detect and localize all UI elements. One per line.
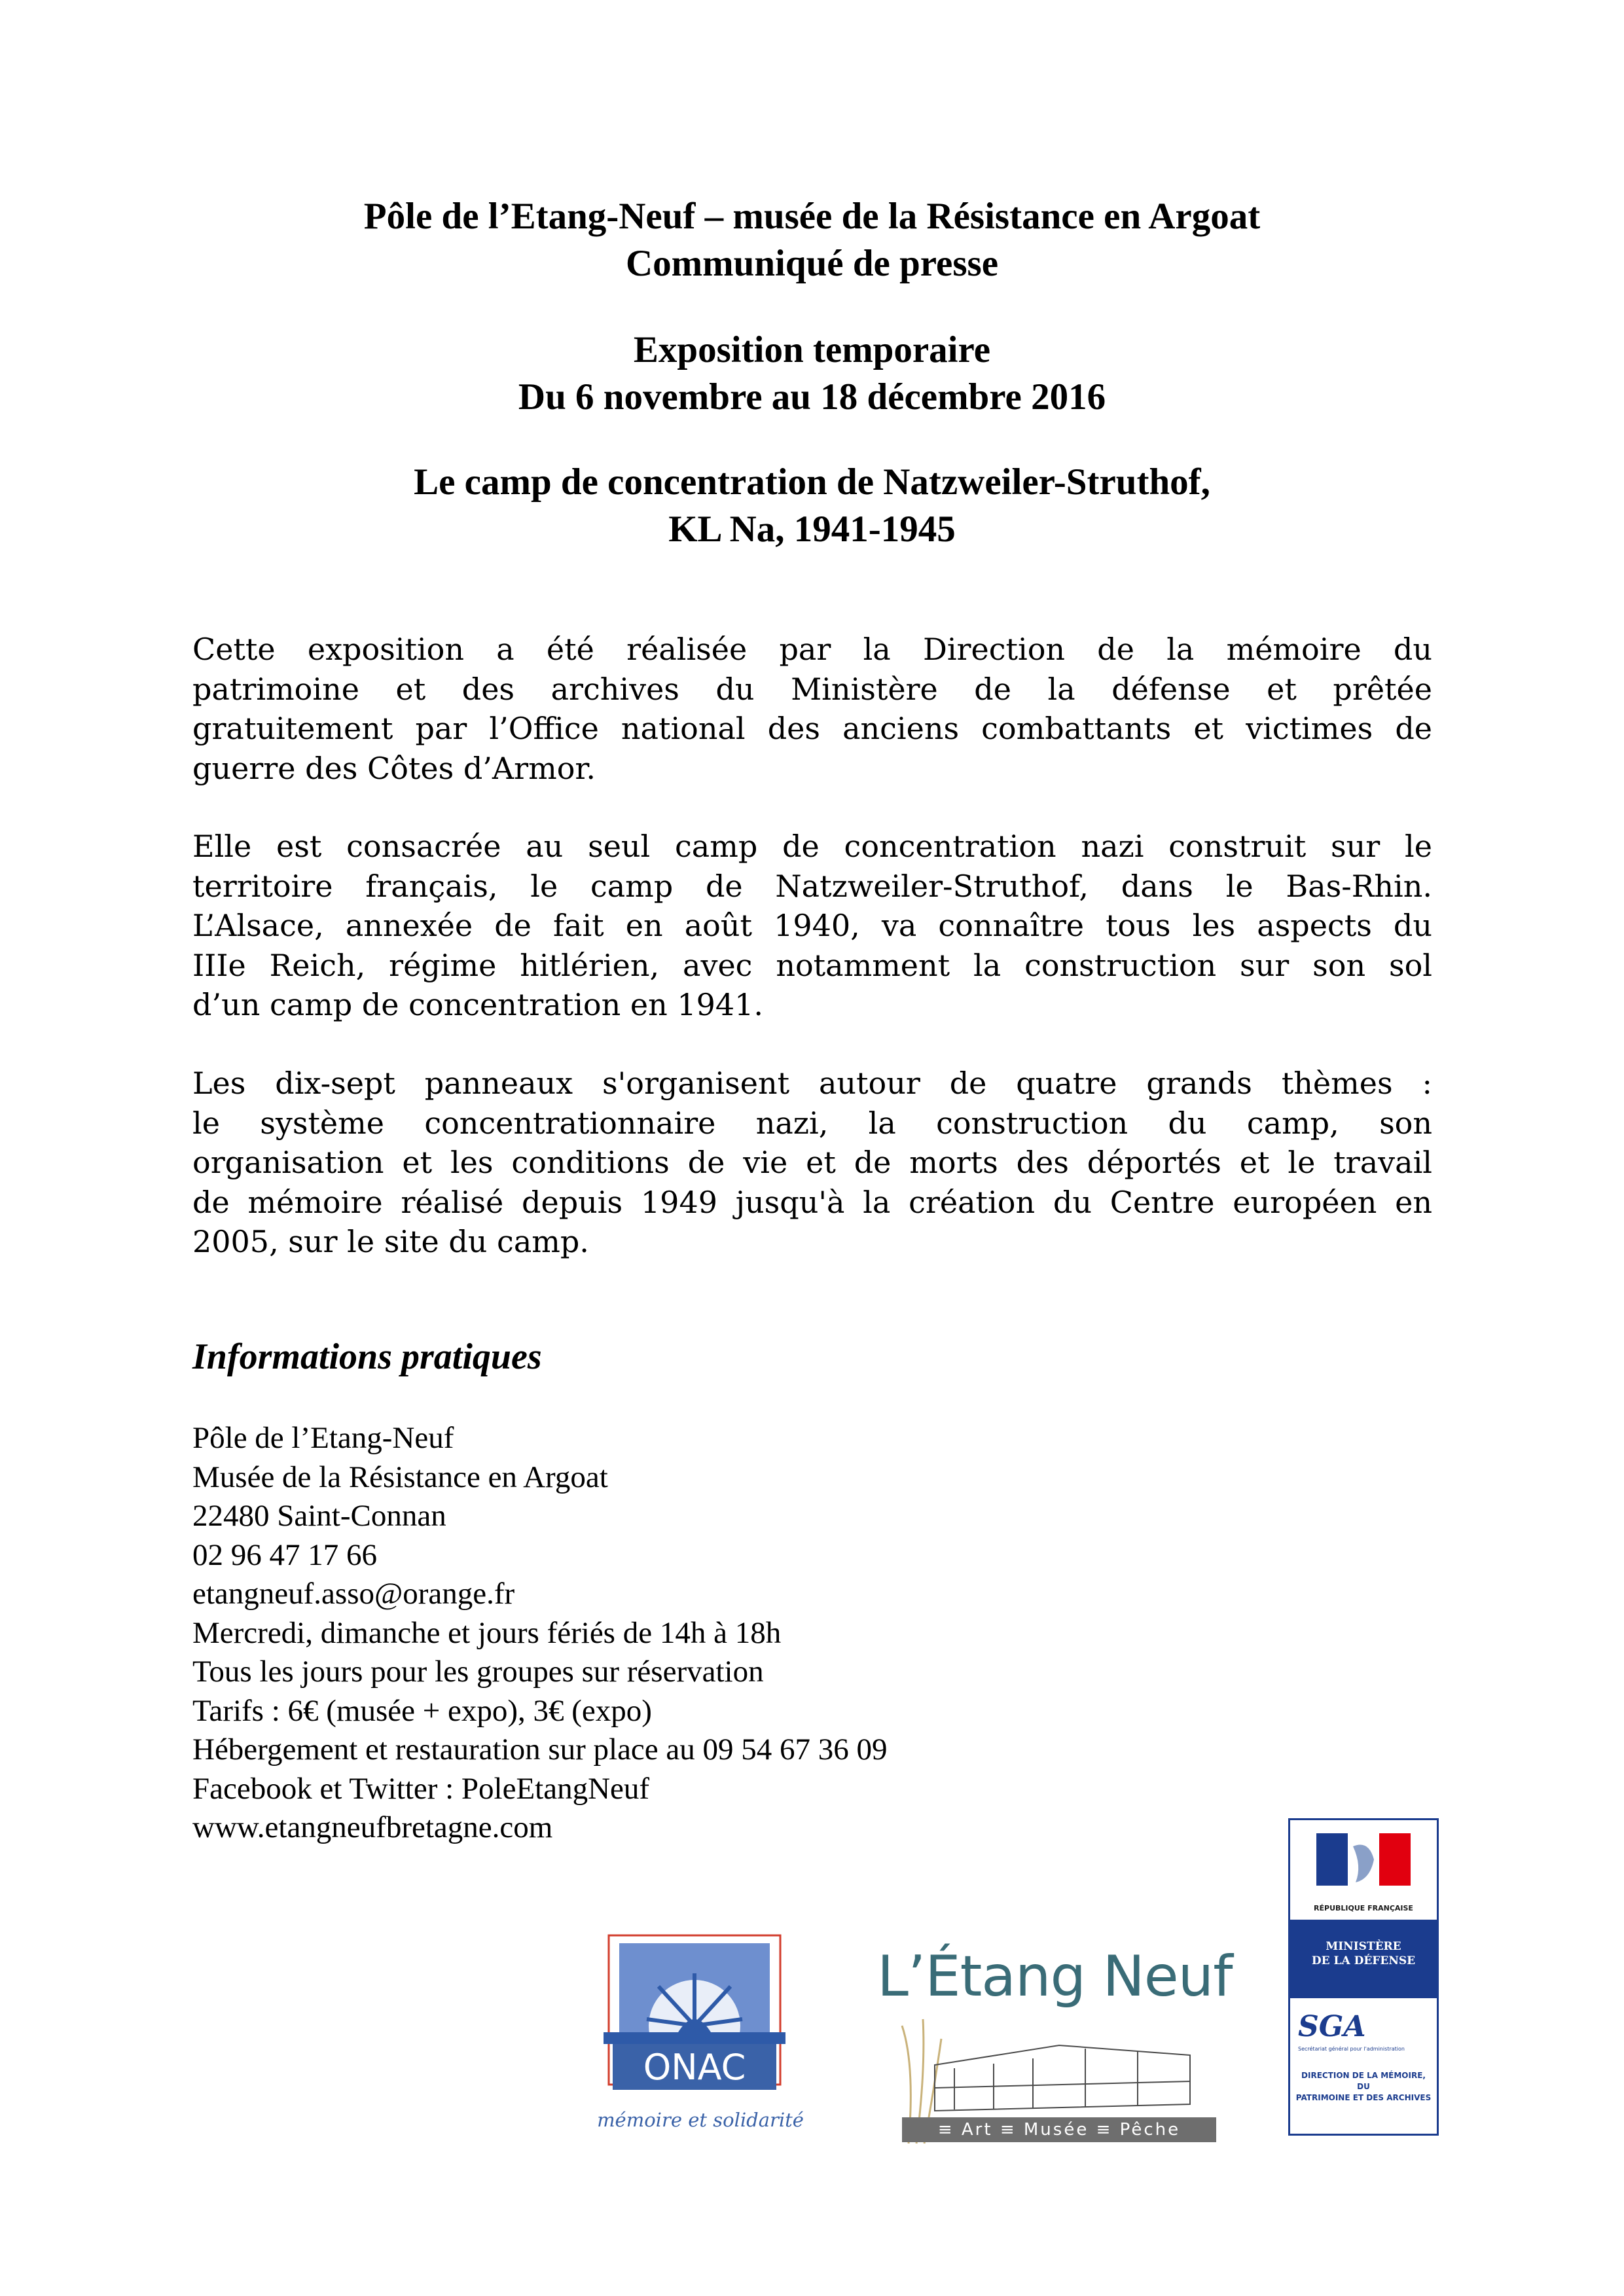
- paragraph-line: L’Alsace, annexée de fait en août 1940, va connaître tous les aspects du: [192, 908, 1432, 943]
- paragraph-line: le système concentrationnaire nazi, la construction du camp, son: [192, 1105, 1432, 1141]
- paragraph-3: [192, 1064, 1432, 1262]
- header: [0, 193, 1624, 287]
- ministry-line2: DE LA DÉFENSE: [1311, 1954, 1416, 1967]
- etang-neuf-tagline: ≡ Art ≡ Musée ≡ Pêche: [902, 2117, 1216, 2142]
- info-website-link[interactable]: www.etangneufbretagne.com: [192, 1810, 553, 1844]
- paragraph-line: Les dix-sept panneaux s'organisent autour de quatre grands thèmes :: [192, 1066, 1432, 1101]
- info-social: Facebook et Twitter : PoleEtangNeuf: [192, 1771, 650, 1806]
- exhibition-title-line2: KL Na, 1941-1945: [668, 509, 956, 550]
- exhibition-label: Exposition temporaire: [633, 329, 991, 370]
- paragraph-line: territoire français, le camp de Natzweiler-Struthof, dans le Bas-Rhin.: [192, 868, 1432, 904]
- etang-neuf-name: L’Étang Neuf: [877, 1944, 1233, 2009]
- onac-caption: mémoire et solidarité: [597, 2109, 804, 2131]
- header-subtitle: Communiqué de presse: [626, 243, 998, 284]
- direction-line2: PATRIMOINE ET DES ARCHIVES: [1295, 2093, 1432, 2102]
- paragraph-line: guerre des Côtes d’Armor.: [192, 750, 596, 786]
- direction-line1: DIRECTION DE LA MÉMOIRE, DU: [1301, 2071, 1426, 2091]
- info-groups: Tous les jours pour les groupes sur réservation: [192, 1655, 764, 1689]
- info-hours: Mercredi, dimanche et jours fériés de 14h à 18h: [192, 1615, 782, 1650]
- onac-name: ONAC: [643, 2047, 746, 2088]
- paragraph-line: organisation et les conditions de vie et de morts des déportés et le travail: [192, 1145, 1432, 1180]
- info-phone[interactable]: 02 96 47 17 66: [192, 1537, 377, 1572]
- paragraph-2: [192, 827, 1432, 1025]
- ministry-band: [1290, 1920, 1437, 1998]
- exhibition-dates: Du 6 novembre au 18 décembre 2016: [518, 376, 1106, 418]
- paragraph-1: [192, 630, 1432, 788]
- paragraph-line: 2005, sur le site du camp.: [192, 1224, 589, 1259]
- ministere-defense-logo: [1288, 1818, 1439, 2136]
- paragraph-line: d’un camp de concentration en 1941.: [192, 987, 764, 1022]
- info-address: 22480 Saint-Connan: [192, 1499, 446, 1533]
- ministry-line1: MINISTÈRE: [1326, 1940, 1401, 1953]
- paragraph-line: IIIe Reich, régime hitlérien, avec notamment la construction sur son sol: [192, 947, 1432, 983]
- paragraph-line: gratuitement par l’Office national des anciens combattants et victimes de: [192, 711, 1432, 746]
- sga-subtitle: Secrétariat général pour l'administration: [1298, 2046, 1405, 2052]
- paragraph-line: Elle est consacrée au seul camp de concentration nazi construit sur le: [192, 829, 1432, 864]
- info-lodging: Hébergement et restauration sur place au 09 54 67 36 09: [192, 1732, 888, 1767]
- exhibition-title-line1: Le camp de concentration de Natzweiler-Struthof,: [414, 461, 1210, 503]
- exhibition-title: [0, 459, 1624, 553]
- republique-label: RÉPUBLIQUE FRANÇAISE: [1314, 1904, 1413, 1912]
- onac-logo-icon: [600, 1934, 789, 2137]
- info-email-link[interactable]: etangneuf.asso@orange.fr: [192, 1577, 515, 1611]
- exhibition-heading: [0, 327, 1624, 421]
- header-title: Pôle de l’Etang-Neuf – musée de la Résistance en Argoat: [363, 196, 1261, 237]
- paragraph-line: de mémoire réalisé depuis 1949 jusqu'à la création du Centre européen en: [192, 1184, 1432, 1220]
- sga-label: SGA: [1298, 2010, 1366, 2043]
- info-prices: Tarifs : 6€ (musée + expo), 3€ (expo): [192, 1693, 652, 1728]
- paragraph-line: Cette exposition a été réalisée par la Direction de la mémoire du: [192, 632, 1432, 667]
- marianne-icon: [1290, 1820, 1437, 1902]
- paragraph-line: patrimoine et des archives du Ministère de la défense et prêtée: [192, 671, 1432, 707]
- info-museum: Musée de la Résistance en Argoat: [192, 1460, 608, 1494]
- info-venue: Pôle de l’Etang-Neuf: [192, 1421, 454, 1455]
- info-heading: Informations pratiques: [192, 1336, 542, 1377]
- info-list: [192, 1419, 1109, 1848]
- direction-label: [1295, 2070, 1432, 2104]
